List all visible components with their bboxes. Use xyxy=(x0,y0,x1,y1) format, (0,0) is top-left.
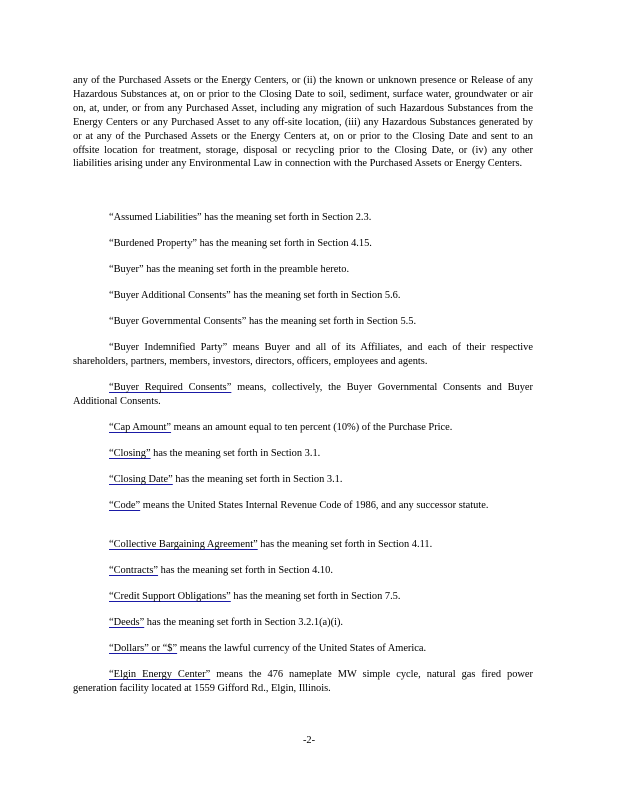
definition-buyer-required-consents xyxy=(73,381,533,409)
definition-text: has the meaning set forth in Section 7.5. xyxy=(230,591,401,602)
definition-contracts xyxy=(73,564,533,578)
definition-text: has the meaning set forth in Section 5.5. xyxy=(246,316,417,327)
definition-term: “Buyer Required Consents” xyxy=(109,382,232,393)
definition-term: “Deeds” xyxy=(109,617,145,628)
definition-term: “Closing” xyxy=(109,448,151,459)
definition-closing xyxy=(73,447,533,461)
definition-text: has the meaning set forth in Section 4.10. xyxy=(158,565,333,576)
definition-term: “Burdened Property” xyxy=(109,238,198,249)
definition-text: has the meaning set forth in the preamble hereto. xyxy=(143,264,350,275)
definition-term: “Cap Amount” xyxy=(109,422,172,433)
definition-text: means an amount equal to ten percent (10%) of the Purchase Price. xyxy=(171,422,453,433)
definition-term: “Buyer” xyxy=(109,264,144,275)
definition-text: has the meaning set forth in Section 5.6. xyxy=(230,290,401,301)
definition-collective-bargaining-agreement xyxy=(73,538,533,552)
definition-text: has the meaning set forth in Section 3.1. xyxy=(172,474,343,485)
definition-text: means, collectively, the Buyer Governmental Consents and Buyer Additional Consents. xyxy=(73,382,533,407)
definition-buyer-additional-consents xyxy=(73,289,533,303)
definition-term: “Collective Bargaining Agreement” xyxy=(109,539,258,550)
definition-term: “Elgin Energy Center” xyxy=(109,669,211,680)
definition-term: “Code” xyxy=(109,500,141,511)
page-number: -2- xyxy=(302,735,316,746)
definition-code xyxy=(73,499,533,513)
definition-text: means the 476 nameplate MW simple cycle, natural gas fired power generation facility located at 1559 Gifford Rd., Elgin, Illinois. xyxy=(73,669,533,694)
definition-term: “Buyer Additional Consents” xyxy=(109,290,231,301)
definition-text: means the lawful currency of the United States of America. xyxy=(177,643,427,654)
definition-deeds xyxy=(73,616,533,630)
definition-term: “Buyer Governmental Consents” xyxy=(109,316,247,327)
definition-assumed-liabilities xyxy=(73,211,533,225)
definition-term: “Buyer Indemnified Party” xyxy=(109,342,228,353)
definition-dollars xyxy=(73,642,533,656)
definition-buyer xyxy=(73,263,533,277)
definition-term: “Contracts” xyxy=(109,565,159,576)
definition-buyer-governmental-consents xyxy=(73,315,533,329)
definition-buyer-indemnified-party xyxy=(73,341,533,369)
intro-paragraph: any of the Purchased Assets or the Energy Centers, or (ii) the known or unknown presence or Release of any Hazardous Substances at, on or prior to the Closing Date to soil, sediment, surface water, groundwater or air on, at, under, or from any Purchased Asset, including any migration of such Hazardous Substances from the Energy Centers or any Purchased Asset to any off-site location, (iii) any Hazardous Substances generated by or at any of the Purchased Assets or the Energy Centers at, on or prior to the Closing Date and sent to an offsite location for treatment, storage, disposal or recycling prior to the Closing Date, or (iv) any other liabilities arising under any Environmental Law in connection with the Purchased Assets or Energy Centers. xyxy=(73,75,533,170)
definition-closing-date xyxy=(73,473,533,487)
definition-burdened-property xyxy=(73,237,533,251)
definition-cap-amount xyxy=(73,421,533,435)
definition-text: has the meaning set forth in Section 2.3. xyxy=(201,212,372,223)
definition-credit-support-obligations xyxy=(73,590,533,604)
definition-elgin-energy-center xyxy=(73,668,533,696)
definition-text: means Buyer and all of its Affiliates, and each of their respective shareholders, partners, members, investors, directors, officers, employees and agents. xyxy=(73,342,533,367)
definition-text: has the meaning set forth in Section 4.11. xyxy=(257,539,433,550)
definition-term: “Closing Date” xyxy=(109,474,173,485)
definition-text: has the meaning set forth in Section 3.2.1(a)(i). xyxy=(144,617,344,628)
definition-text: has the meaning set forth in Section 3.1. xyxy=(150,448,321,459)
definition-term: “Credit Support Obligations” xyxy=(109,591,231,602)
definition-text: means the United States Internal Revenue Code of 1986, and any successor statute. xyxy=(140,500,489,511)
definition-text: has the meaning set forth in Section 4.15. xyxy=(197,238,372,249)
definition-term: “Dollars” or “$” xyxy=(109,643,178,654)
definition-term: “Assumed Liabilities” xyxy=(109,212,202,223)
